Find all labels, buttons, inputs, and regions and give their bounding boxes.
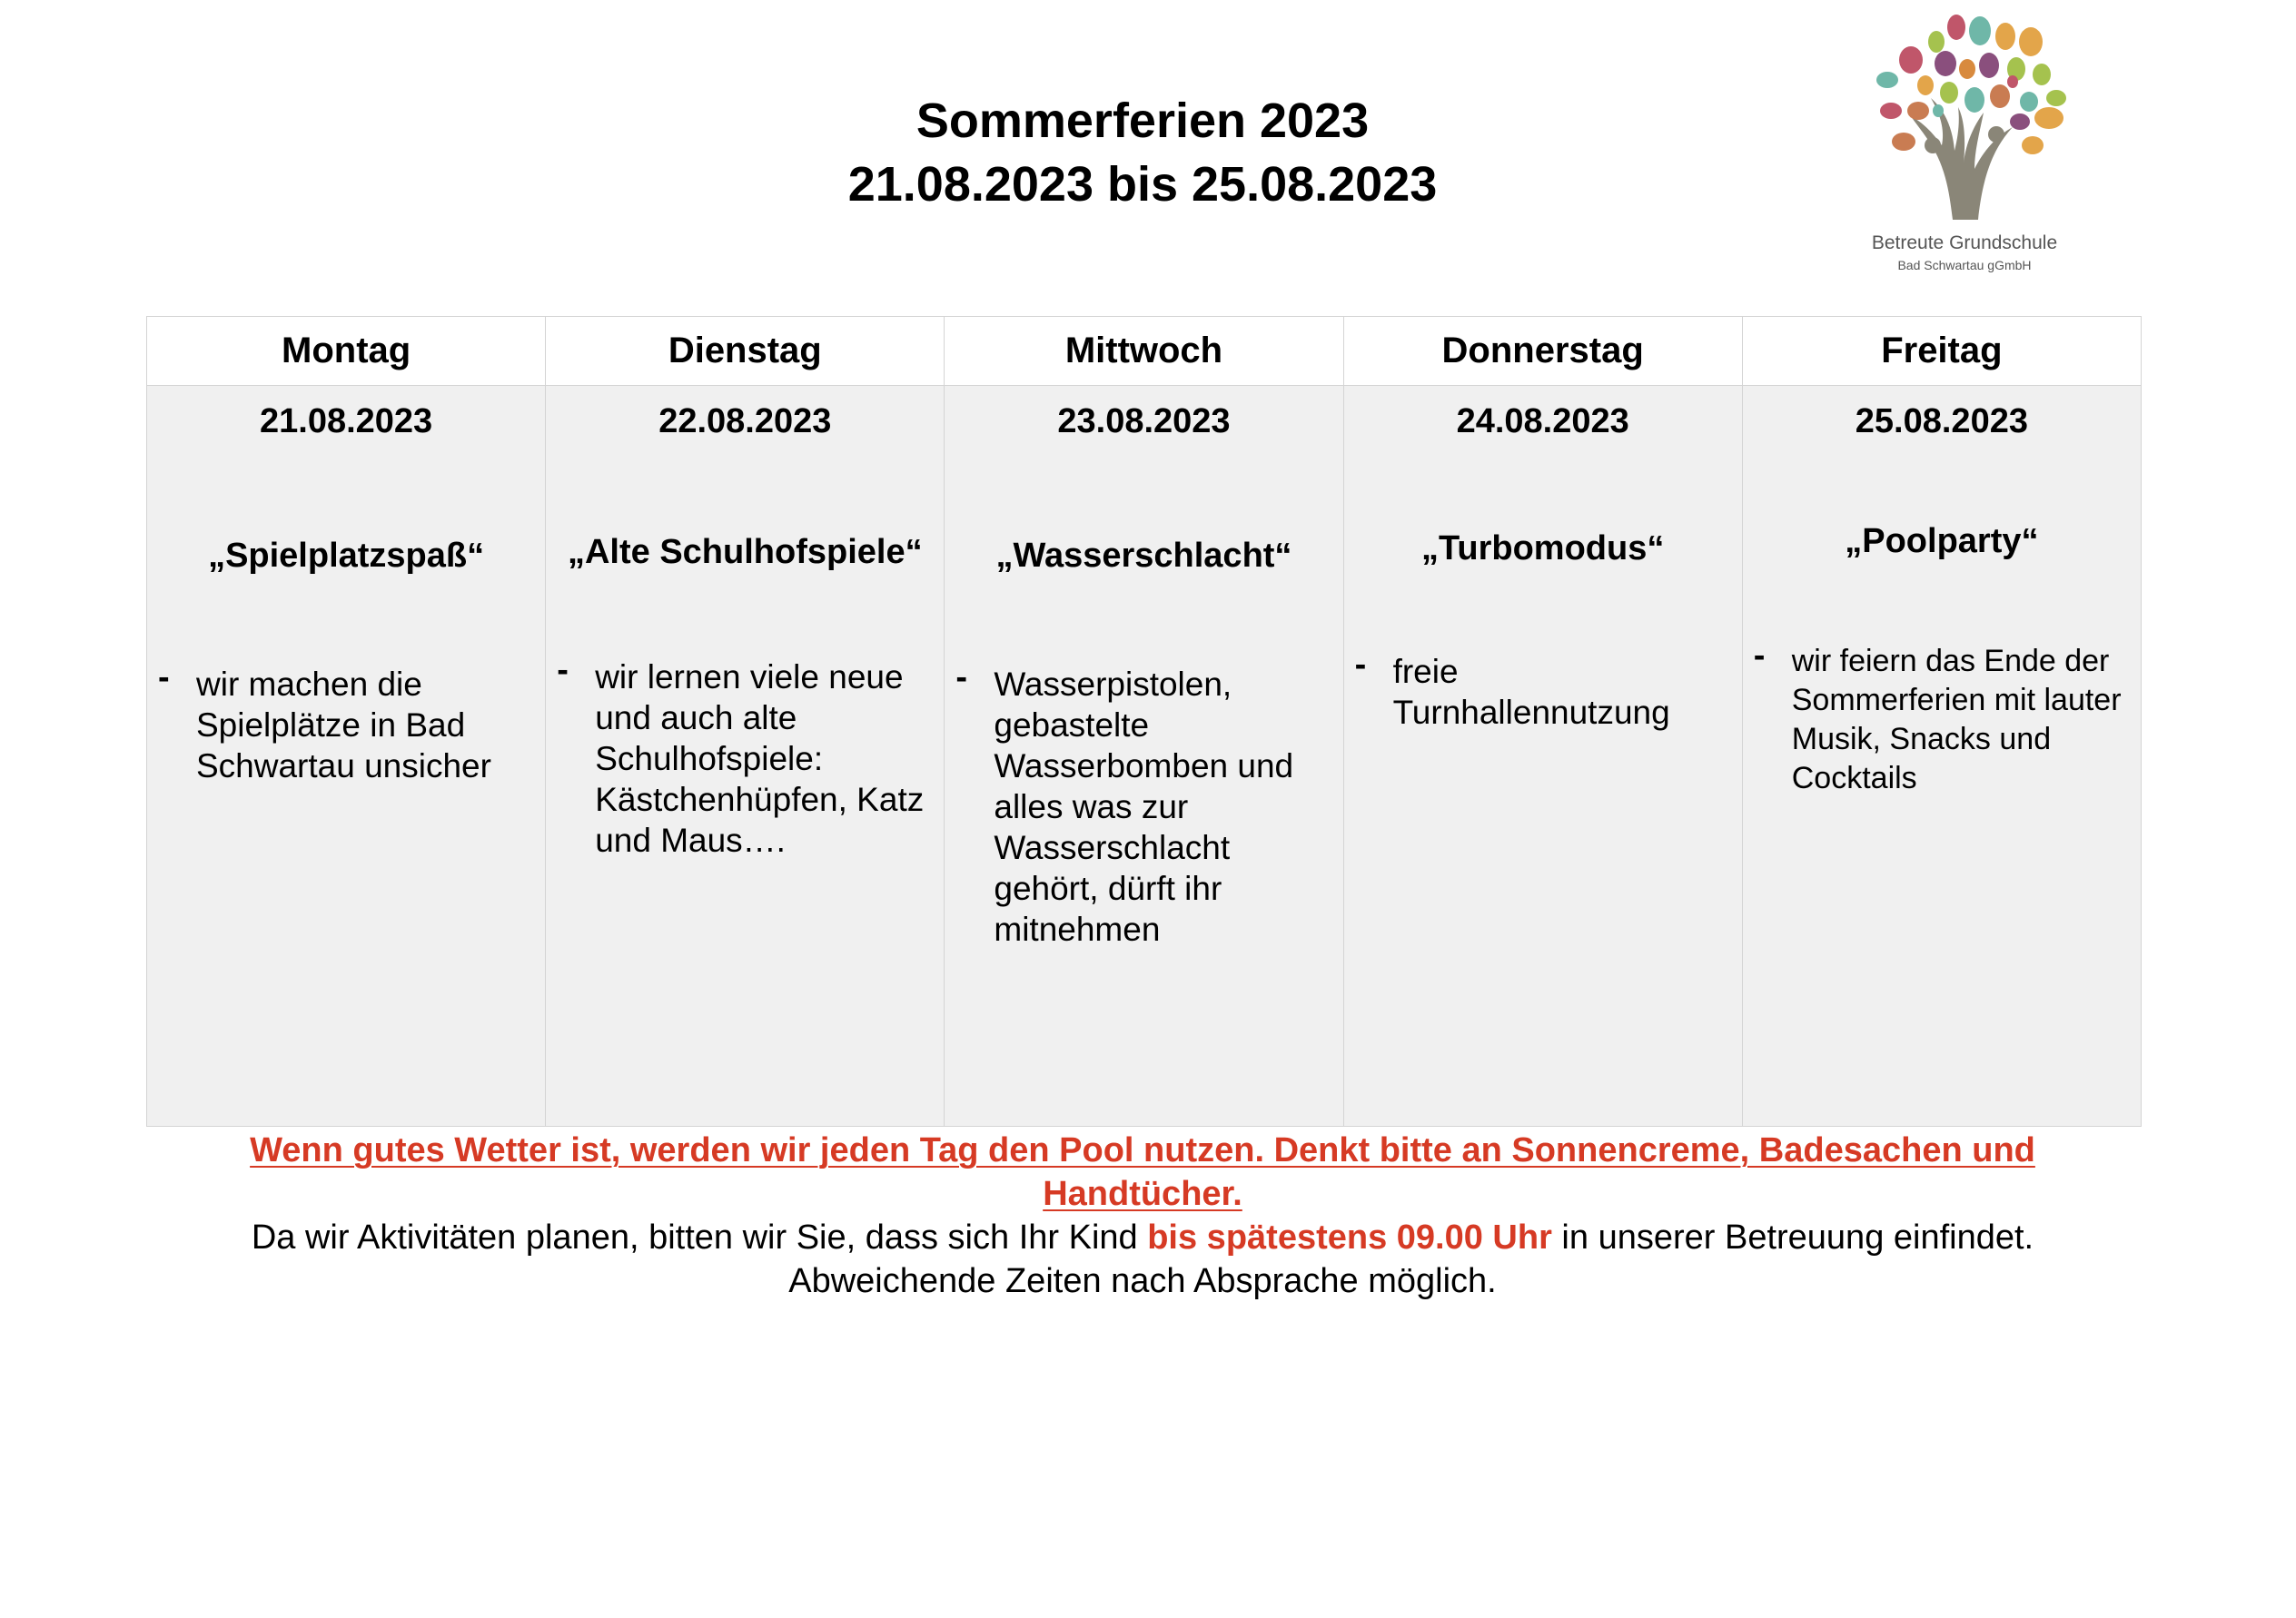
logo	[1851, 9, 2078, 281]
arrival-note	[0, 1216, 2285, 1259]
title-line-1: Sommerferien 2023	[915, 94, 1370, 148]
day-date: 24.08.2023	[1456, 402, 1629, 440]
bullet-dash: -	[1753, 636, 1766, 675]
alternative-times-note: Abweichende Zeiten nach Absprache möglich.	[788, 1262, 1497, 1300]
activity-text: wir machen die Spielplätze in Bad Schwartau unsicher	[196, 666, 491, 784]
day-date: 23.08.2023	[1057, 402, 1231, 440]
day-cell-thursday	[1343, 386, 1742, 1127]
bullet-dash: -	[955, 658, 968, 696]
day-header-thursday: Donnerstag	[1343, 317, 1742, 386]
table-header-row	[147, 317, 2142, 386]
activity-text: wir feiern das Ende der Sommerferien mit lauter Musik, Snacks und Cocktails	[1791, 644, 2122, 795]
table-row	[147, 386, 2142, 1127]
arrival-note-end: in unserer Betreuung einfindet.	[1551, 1218, 2034, 1257]
day-date: 21.08.2023	[260, 402, 433, 440]
day-header-wednesday: Mittwoch	[945, 317, 1343, 386]
day-cell-friday	[1742, 386, 2141, 1127]
day-cell-tuesday	[546, 386, 945, 1127]
arrival-deadline: bis spätestens 09.00 Uhr	[1147, 1218, 1552, 1257]
day-theme: „Alte Schulhofspiele“	[567, 533, 923, 571]
arrival-note-text: Da wir Aktivitäten planen, bitten wir Sie, dass sich Ihr Kind	[251, 1218, 1148, 1257]
day-cell-monday	[147, 386, 546, 1127]
weather-pool-notice: Wenn gutes Wetter ist, werden wir jeden Tag den Pool nutzen. Denkt bitte an Sonnencreme, Badesachen und Handtücher.	[250, 1131, 2035, 1213]
day-cell-wednesday	[945, 386, 1343, 1127]
day-date: 22.08.2023	[658, 402, 832, 440]
day-theme: „Wasserschlacht“	[995, 537, 1292, 575]
bullet-dash: -	[557, 651, 569, 689]
activity-text: Wasserpistolen, gebastelte Wasserbomben und alles was zur Wasserschlacht gehört, dürft ihr mitnehmen	[994, 666, 1294, 948]
week-schedule-table	[146, 316, 2142, 1127]
bullet-dash: -	[1354, 646, 1367, 684]
bullet-dash: -	[158, 658, 170, 696]
day-date: 25.08.2023	[1855, 402, 2028, 440]
tree-logo-icon	[1851, 9, 2078, 227]
activity-text: wir lernen viele neue und auch alte Schulhofspiele: Kästchenhüpfen, Katz und Maus….	[595, 658, 925, 859]
day-header-friday: Freitag	[1742, 317, 2141, 386]
footer-notes	[0, 1129, 2285, 1303]
logo-name: Betreute Grundschule	[1871, 232, 2058, 253]
day-theme: „Turbomodus“	[1420, 529, 1665, 567]
logo-subtitle: Bad Schwartau gGmbH	[1897, 258, 2032, 272]
activity-text: freie Turnhallennutzung	[1392, 653, 1670, 731]
day-theme: „Spielplatzspaß“	[208, 537, 485, 575]
day-theme: „Poolparty“	[1845, 522, 2039, 560]
day-header-tuesday: Dienstag	[546, 317, 945, 386]
day-header-monday: Montag	[147, 317, 546, 386]
title-line-2: 21.08.2023 bis 25.08.2023	[847, 157, 1438, 212]
